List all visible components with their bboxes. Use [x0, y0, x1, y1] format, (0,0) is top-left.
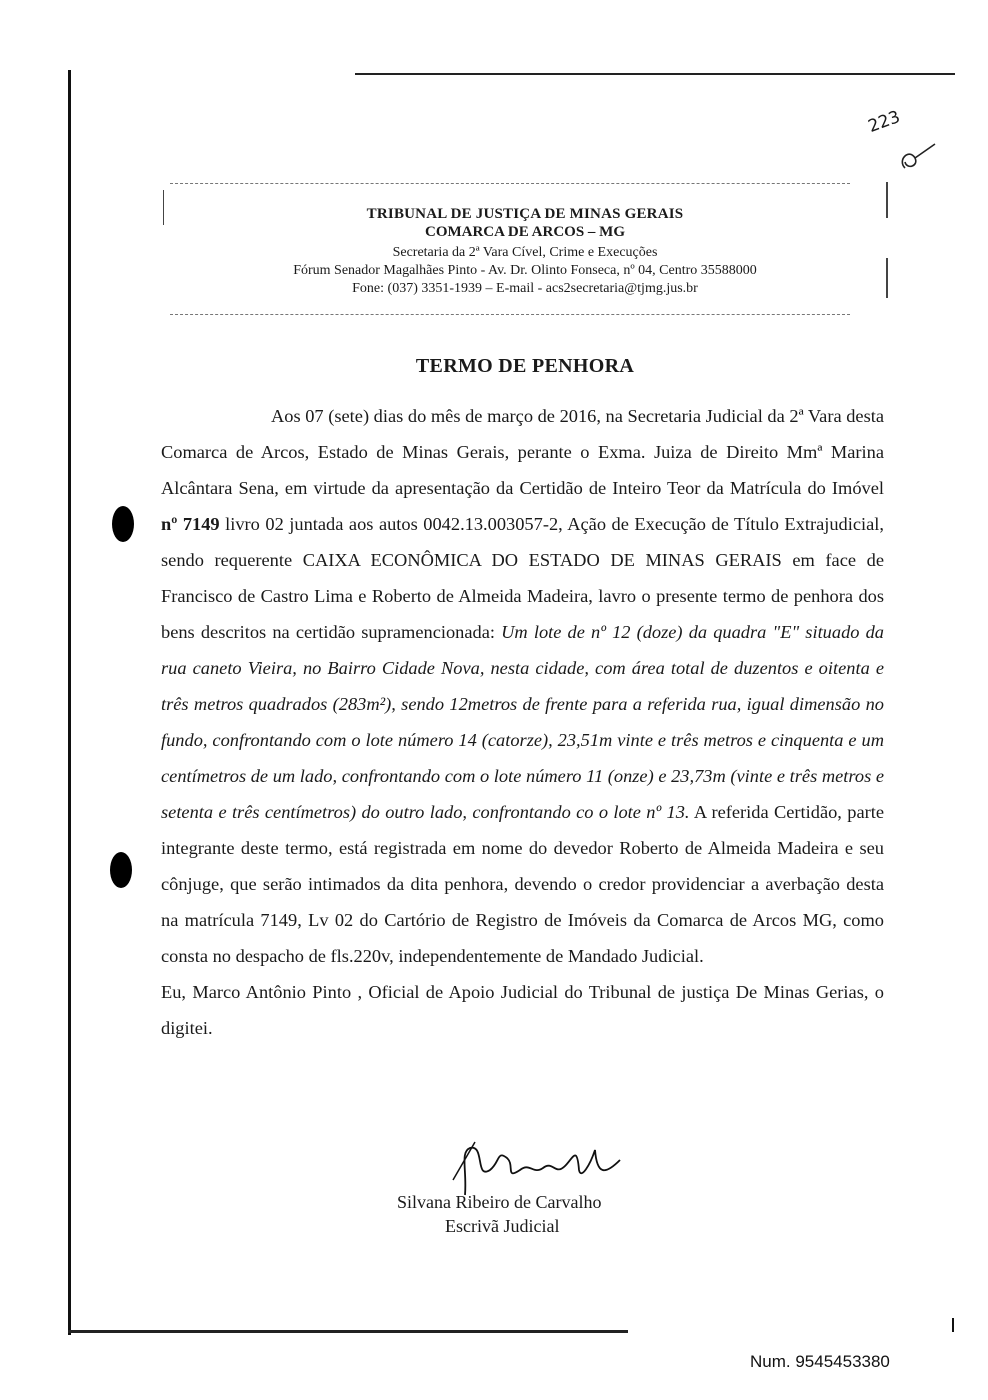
header-top-border: [170, 183, 850, 184]
body-intro: Aos 07 (sete) dias do mês de março de 2016, na Secretaria Judicial da 2ª Vara desta Comarca de Arcos, Estado de Minas Gerais, perante o Exma. Juiza de Direito Mmª Marina Alcântara Sena, em virtude da apresentação da Certidão de Inteiro Teor da Matrícula do Imóvel: [161, 406, 884, 498]
document-reference-number: Num. 9545453380: [750, 1352, 890, 1371]
top-scan-rule: [355, 73, 955, 75]
main-paragraph: [161, 398, 884, 974]
typist-statement: Eu, Marco Antônio Pinto , Oficial de Apoio Judicial do Tribunal de justiça De Minas Gerias, o digitei.: [161, 982, 884, 1038]
initials-mark: [895, 140, 940, 175]
court-name: TRIBUNAL DE JUSTIÇA DE MINAS GERAIS: [366, 206, 684, 222]
right-bottom-mark: [952, 1318, 954, 1332]
property-description: Um lote de nº 12 (doze) da quadra "E" situado da rua caneto Vieira, no Bairro Cidade Nova, nesta cidade, com área total de duzentos e oitenta e três metros quadrados (283m²), sendo 12metros de frente para a referida rua, igual dimensão no fundo, confrontando com o lote número 14 (catorze), 23,51m vinte e três metros e cinquenta e um centímetros de um lado, confrontando com o lote número 11 (onze) e 23,73m (vinte e três metros e setenta e três centímetros) do outro lado, confrontando co o lote nº 13.: [161, 622, 884, 822]
punch-hole-top: [112, 506, 134, 542]
document-title: TERMO DE PENHORA: [415, 355, 635, 377]
header-bottom-border: [170, 314, 850, 315]
folio-number: 223: [865, 107, 903, 137]
body-case-info: livro 02 juntada aos autos 0042.13.003057-2, Ação de Execução de Título Extrajudicial, sendo requerente CAIXA ECONÔMICA DO ESTADO DE MINAS GERAIS em face de Francisco de Castro Lima e Roberto de Almeida Madeira, lavro o presente termo de penhora dos bens descritos na certidão supramencionada:: [161, 514, 885, 642]
secretaria-line: Secretaria da 2ª Vara Cível, Crime e Execuções: [392, 245, 658, 260]
document-body: [161, 398, 884, 1046]
left-scan-border: [68, 70, 71, 1335]
handwritten-signature: [445, 1140, 635, 1200]
body-closing: A referida Certidão, parte integrante deste termo, está registrada em nome do devedor Roberto de Almeida Madeira e seu cônjuge, que serão intimados da dita penhora, devendo o credor providenciar a averbação desta na matrícula 7149, Lv 02 do Cartório de Registro de Imóveis da Comarca de Arcos MG, como consta no despacho de fls.220v, independentemente de Mandado Judicial.: [161, 802, 885, 966]
comarca-name: COMARCA DE ARCOS – MG: [424, 224, 625, 240]
forum-address: Fórum Senador Magalhães Pinto - Av. Dr. Olinto Fonseca, nº 04, Centro 35588000: [293, 263, 757, 278]
punch-hole-bottom: [110, 852, 132, 888]
signatory-name: Silvana Ribeiro de Carvalho: [397, 1192, 602, 1212]
contact-line: Fone: (037) 3351-1939 – E-mail - acs2secretaria@tjmg.jus.br: [352, 281, 698, 296]
property-number: nº 7149: [161, 514, 220, 534]
bottom-scan-rule: [68, 1330, 628, 1333]
signatory-role: Escrivã Judicial: [445, 1216, 560, 1236]
